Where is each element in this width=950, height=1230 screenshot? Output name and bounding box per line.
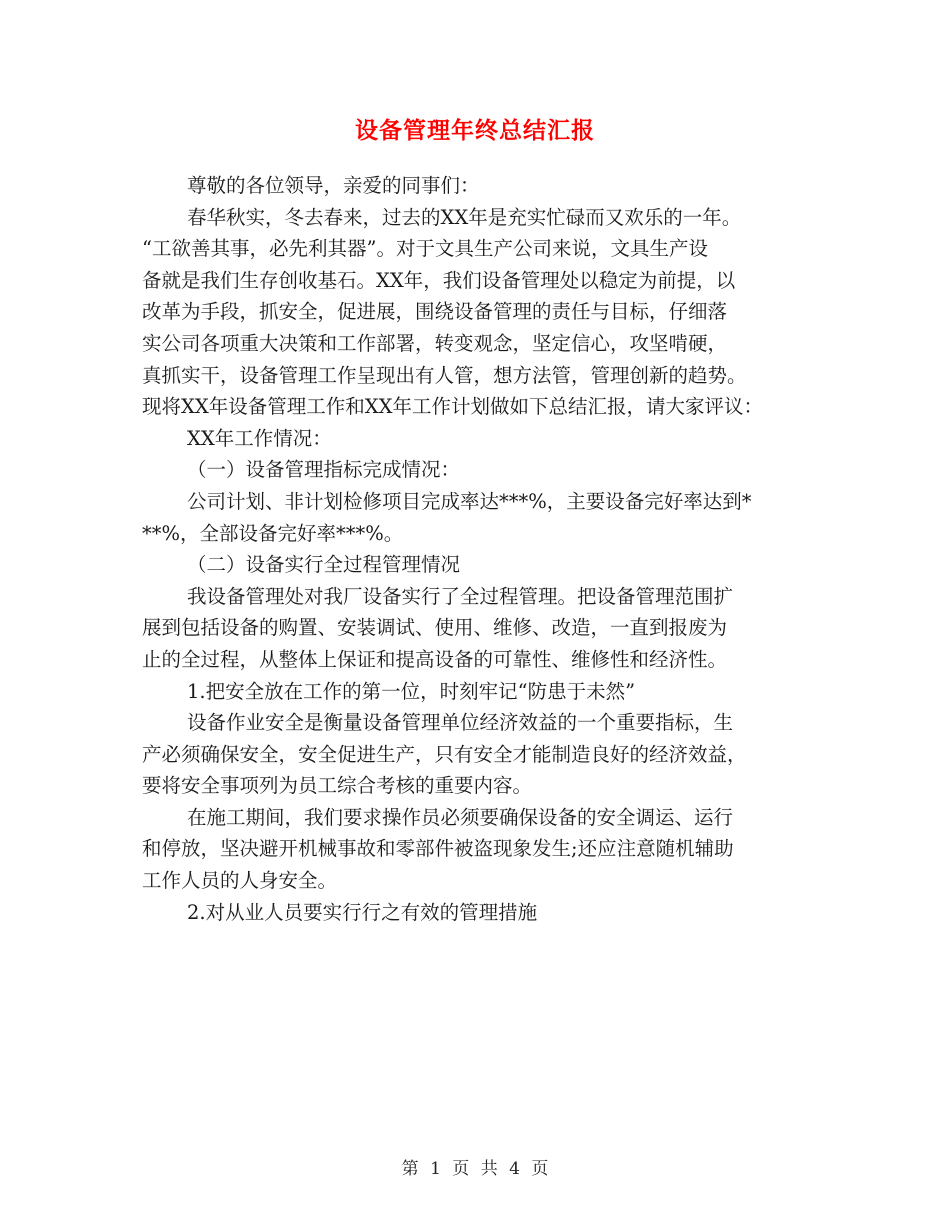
paragraph-line: 尊敬的各位领导，亲爱的同事们：	[187, 174, 480, 197]
paragraph-line: 真抓实干，设备管理工作呈现出有人管，想方法管，管理创新的趋势。	[142, 363, 747, 387]
page-footer: 第 1 页 共 4 页	[401, 1159, 549, 1179]
paragraph-line: 工作人员的人身安全。	[142, 869, 338, 893]
document-body	[142, 170, 807, 928]
paragraph-line: “工欲善其事，必先利其器”。对于文具生产公司来说，文具生产设	[142, 237, 708, 261]
paragraph-line: 改革为手段，抓安全，促进展，围绕设备管理的责任与目标，仔细落	[142, 300, 728, 324]
document-title: 设备管理年终总结汇报	[355, 118, 595, 144]
paragraph-line: XX年工作情况：	[187, 426, 332, 450]
paragraph-line: 展到包括设备的购置、安装调试、使用、维修、改造，一直到报废为	[142, 616, 728, 640]
paragraph-line: （二）设备实行全过程管理情况	[187, 553, 461, 577]
paragraph-line: 公司计划、非计划检修项目完成率达***%，主要设备完好率达到*	[187, 489, 752, 513]
paragraph-line: （一）设备管理指标完成情况：	[187, 458, 461, 482]
paragraph-line: 现将XX年设备管理工作和XX年工作计划做如下总结汇报，请大家评议：	[142, 395, 764, 419]
paragraph-line: 设备作业安全是衡量设备管理单位经济效益的一个重要指标，生	[187, 711, 734, 735]
paragraph-line: 和停放，坚决避开机械事故和零部件被盗现象发生;还应注意随机辅助	[142, 837, 734, 861]
paragraph-line: 2.对从业人员要实行行之有效的管理措施	[187, 900, 538, 924]
paragraph-line: 我设备管理处对我厂设备实行了全过程管理。把设备管理范围扩	[187, 584, 734, 608]
paragraph-line: 备就是我们生存创收基石。XX年，我们设备管理处以稳定为前提，以	[142, 268, 736, 292]
paragraph-line: 1.把安全放在工作的第一位，时刻牢记“防患于未然”	[187, 679, 636, 703]
paragraph-line: 止的全过程，从整体上保证和提高设备的可靠性、维修性和经济性。	[142, 647, 728, 671]
paragraph-line: 春华秋实，冬去春来，过去的XX年是充实忙碌而又欢乐的一年。	[187, 205, 742, 229]
paragraph-line: **%，全部设备完好率***%。	[142, 521, 404, 545]
paragraph-line: 在施工期间，我们要求操作员必须要确保设备的安全调运、运行	[187, 805, 734, 829]
paragraph-line: 实公司各项重大决策和工作部署，转变观念，坚定信心，攻坚啃硬，	[142, 331, 728, 355]
paragraph-line: 产必须确保安全，安全促进生产，只有安全才能制造良好的经济效益，	[142, 742, 747, 766]
paragraph-line: 要将安全事项列为员工综合考核的重要内容。	[142, 774, 533, 798]
